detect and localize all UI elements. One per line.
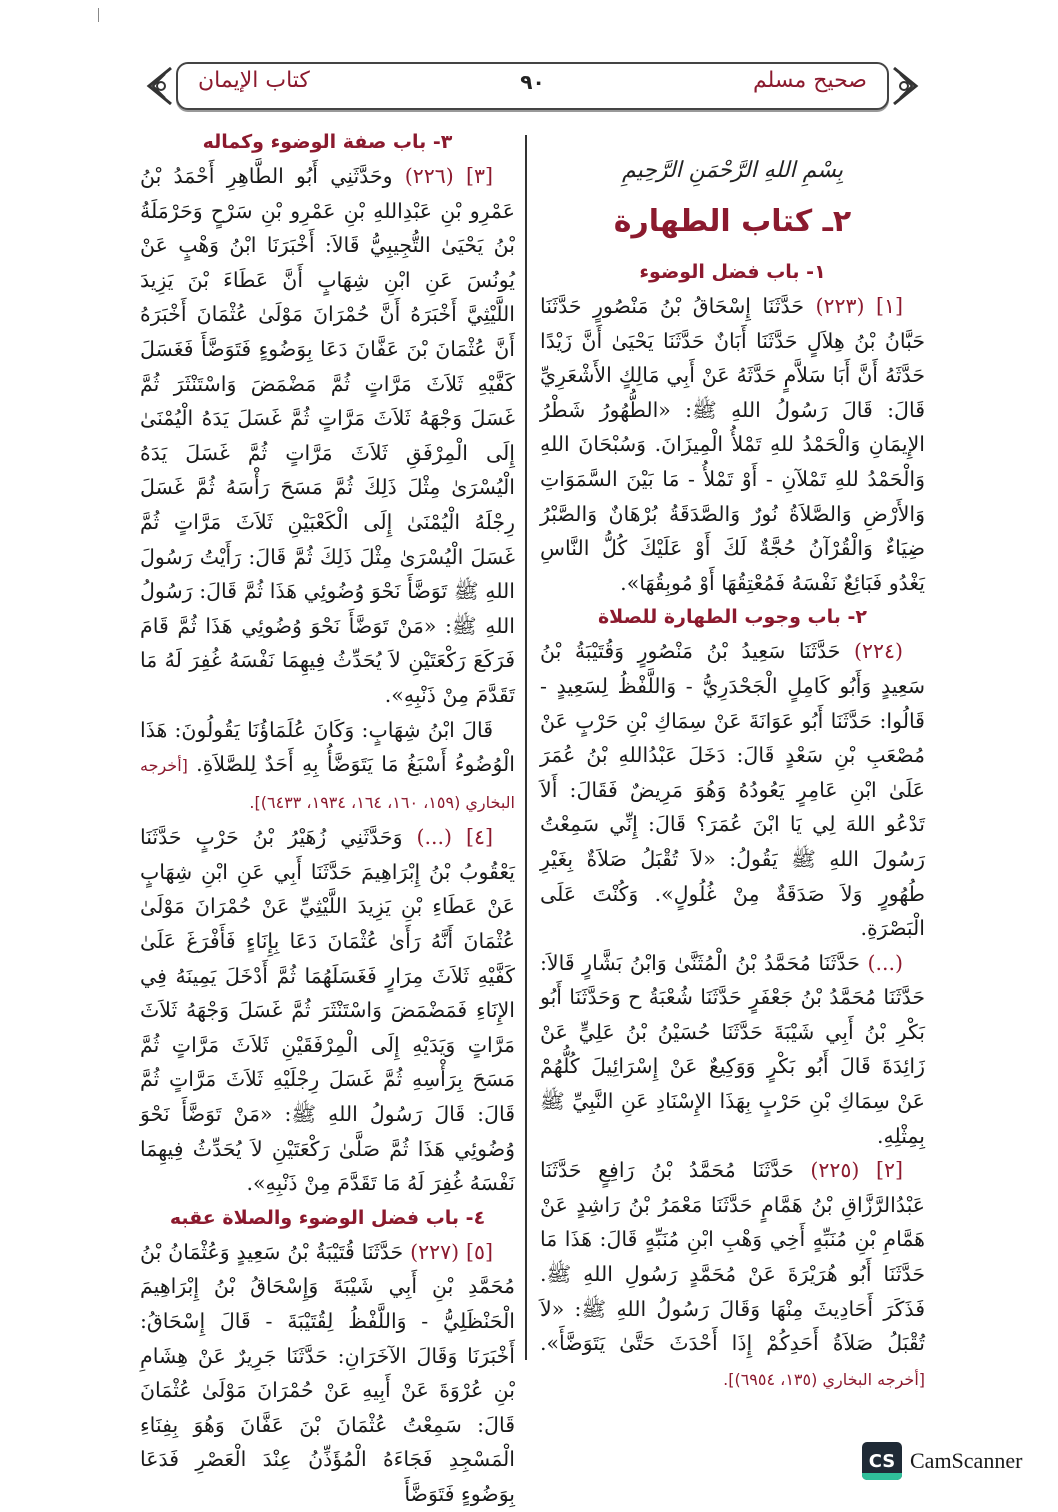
- section-title: ٢- باب وجوب الطهارة للصلاة: [597, 606, 868, 629]
- app-name: CamScanner: [910, 1448, 1023, 1473]
- hadith-ref: [٥] (٢٢٧): [410, 1239, 493, 1264]
- hadith-ref: [١] (٢٢٣): [815, 294, 903, 318]
- hadith-ref: (...): [867, 950, 903, 975]
- takhrij-note: [أخرجه البخاري (١٥٩، ١٦٠، ١٦٤، ١٩٣٤، ٦٤٣٣)].: [140, 756, 515, 812]
- hadith-text: وحَدَّثَنِي أَبُو الطَّاهِرِ أَحْمَدُ بْنُ عَمْرِو بْنِ عَبْدِاللهِ بْنِ عَمْرِو بْنِ سَرْحٍ وَحَرْمَلَةُ بْنُ يَحْيَىٰ التُّجِيبِيُّ قَالاَ: أَخْبَرَنَا ابْنُ وَهْبٍ عَنْ يُونُسَ عَنِ ابْنِ شِهَابٍ أَنَّ عَطَاءَ بْنَ يَزِيدَ اللَّيْثِيَّ أَخْبَرَهُ أَنَّ حُمْرَانَ مَوْلَىٰ عُثْمَانَ أَخْبَرَهُ أَنَّ عُثْمَانَ بْنَ عَفَّانَ دَعَا بِوَضُوءٍ فَتَوَضَّأَ فَغَسَلَ كَفَّيْهِ ثَلاَثَ مَرَّاتٍ ثُمَّ مَضْمَضَ وَاسْتَنْثَرَ ثُمَّ غَسَلَ وَجْهَهُ ثَلاَثَ مَرَّاتٍ ثُمَّ غَسَلَ يَدَهُ الْيُمْنَىٰ إِلَى الْمِرْفَقِ ثَلاَثَ مَرَّاتٍ ثُمَّ غَسَلَ يَدَهُ الْيُسْرَىٰ مِثْلَ ذَلِكَ ثُمَّ مَسَحَ رَأْسَهُ ثُمَّ غَسَلَ رِجْلَهُ الْيُمْنَىٰ إِلَى الْكَعْبَيْنِ ثَلاَثَ مَرَّاتٍ ثُمَّ غَسَلَ الْيُسْرَىٰ مِثْلَ ذَلِكَ ثُمَّ قَالَ: رَأَيْتُ رَسُولَ اللهِ ﷺ تَوَضَّأَ نَحْوَ وُضُوئِي هَذَا ثُمَّ قَالَ: رَسُولُ اللهِ ﷺ: «مَنْ تَوَضَّأَ نَحْوَ وُضُوئِي هَذَا ثُمَّ قَامَ فَرَكَعَ رَكْعَتَيْنِ لاَ يُحَدِّثُ فِيهِمَا نَفْسَهُ غُفِرَ لَهُ مَا تَقَدَّمَ مِنْ ذَنْبِهِ».: [140, 164, 515, 707]
- column-divider: [525, 135, 527, 1360]
- book-name: صحيح مسلم: [752, 68, 867, 93]
- floral-ornament-icon: [140, 64, 176, 108]
- section-title: ٤- باب فضل الوضوء والصلاة عقبه: [169, 1206, 486, 1229]
- hadith-paragraph: [140, 820, 515, 1201]
- hadith-text: حَدَّثَنَا إِسْحَاقُ بْنُ مَنْصُورٍ حَدَّثَنَا حَبَّانُ بْنُ هِلاَلٍ حَدَّثَنَا أَبَانٌ حَدَّثَنَا يَحْيَىٰ أَنَّ زَيْدًا حَدَّثَهُ أَنَّ أَبَا سَلاَّمٍ حَدَّثَهُ عَنْ أَبِي مَالِكٍ الأَشْعَرِيِّ قَالَ: قَالَ رَسُولُ اللهِ ﷺ: «الطُّهُورُ شَطْرُ الإِيمَانِ وَالْحَمْدُ للهِ تَمْلأُ الْمِيزَانَ. وَسُبْحَانَ اللهِ وَالْحَمْدُ للهِ تَمْلآنِ - أَوْ تَمْلأُ - مَا بَيْنَ السَّمَوَاتِ وَالأَرْضِ وَالصَّلاَةُ نُورٌ وَالصَّدَقَةُ بُرْهَانٌ وَالصَّبْرُ ضِيَاءٌ وَالْقُرْآنُ حُجَّةٌ لَكَ أَوْ عَلَيْكَ كُلُّ النَّاسِ يَغْدُو فَبَائِعٌ نَفْسَهُ فَمُعْتِقُهَا أَوْ مُوبِقُهَا».: [540, 294, 925, 595]
- hadith-text: حَدَّثَنَا سَعِيدُ بْنُ مَنْصُورٍ وَقُتَيْبَةُ بْنُ سَعِيدٍ وَأَبُو كَامِلٍ الْجَحْدَرِيُّ - وَاللَّفْظُ لِسَعِيدٍ - قَالُوا: حَدَّثَنَا أَبُو عَوَانَةَ عَنْ سِمَاكِ بْنِ حَرْبٍ عَنْ مُصْعَبِ بْنِ سَعْدٍ قَالَ: دَخَلَ عَبْدُاللهِ بْنُ عُمَرَ عَلَىٰ ابْنِ عَامِرٍ يَعُودُهُ وَهُوَ مَرِيضٌ فَقَالَ: أَلاَ تَدْعُو اللهَ لِي يَا ابْنَ عُمَرَ؟ قَالَ: إِنِّي سَمِعْتُ رَسُولَ اللهِ ﷺ يَقُولُ: «لاَ تُقْبَلُ صَلاَةٌ بِغَيْرِ طُهُورٍ وَلاَ صَدَقَةٌ مِنْ غُلُولٍ». وَكُنْتَ عَلَى الْبَصْرَةِ.: [540, 639, 925, 941]
- hadith-ref: [٤] (...): [416, 825, 493, 850]
- page-header: [140, 58, 925, 114]
- hadith-note: [140, 713, 515, 821]
- hadith-ref: [٢] (٢٢٥): [810, 1158, 903, 1183]
- scan-mark: [98, 8, 99, 22]
- hadith-text: وَحَدَّثَنِي زُهَيْرُ بْنُ حَرْبٍ حَدَّثَنَا يَعْقُوبُ بْنُ إِبْرَاهِيمَ حَدَّثَنَا أَبِي عَنِ ابْنِ شِهَابٍ عَنْ عَطَاءِ بْنِ يَزِيدَ اللَّيْثِيِّ عَنْ حُمْرَانَ مَوْلَىٰ عُثْمَانَ أَنَّهُ رَأَىٰ عُثْمَانَ دَعَا بِإِنَاءٍ فَأَفْرَغَ عَلَىٰ كَفَّيْهِ ثَلاَثَ مِرَارٍ فَغَسَلَهُمَا ثُمَّ أَدْخَلَ يَمِينَهُ فِي الإِنَاءِ فَمَضْمَضَ وَاسْتَنْثَرَ ثُمَّ غَسَلَ وَجْهَهُ ثَلاَثَ مَرَّاتٍ وَيَدَيْهِ إِلَى الْمِرْفَقَيْنِ ثَلاَثَ مَرَّاتٍ ثُمَّ مَسَحَ بِرَأْسِهِ ثُمَّ غَسَلَ رِجْلَيْهِ ثَلاَثَ مَرَّاتٍ ثُمَّ قَالَ: قَالَ رَسُولُ اللهِ ﷺ: «مَنْ تَوَضَّأَ نَحْوَ وُضُوئِي هَذَا ثُمَّ صَلَّىٰ رَكْعَتَيْنِ لاَ يُحَدِّثُ فِيهِمَا نَفْسَهُ غُفِرَ لَهُ مَا تَقَدَّمَ مِنْ ذَنْبِهِ».: [140, 825, 515, 1196]
- chapter-name: كتاب الإيمان: [198, 68, 310, 93]
- hadith-text: حَدَّثَنَا مُحَمَّدُ بْنُ رَافِعٍ حَدَّثَنَا عَبْدُالرَّزَّاقِ بْنُ هَمَّامٍ حَدَّثَنَا مَعْمَرُ بْنُ رَاشِدٍ عَنْ هَمَّامِ بْنِ مُنَبِّهٍ أَخِي وَهْبِ ابْنِ مُنَبِّهٍ قَالَ: هَذَا مَا حَدَّثَنَا أَبُو هُرَيْرَةَ عَنْ مُحَمَّدٍ رَسُولِ اللهِ ﷺ. فَذَكَرَ أَحَادِيثَ مِنْهَا وَقَالَ رَسُولُ اللهِ ﷺ: «لاَ تُقْبَلُ صَلاَةُ أَحَدِكُمْ إِذَا أَحْدَثَ حَتَّىٰ يَتَوَضَّأَ».: [540, 1158, 925, 1356]
- hadith-paragraph: [540, 1153, 925, 1397]
- hadith-paragraph: [540, 634, 925, 945]
- takhrij-note: [أخرجه البخاري (١٣٥، ٦٩٥٤)].: [723, 1369, 925, 1389]
- left-column: [140, 125, 515, 1512]
- hadith-text: حَدَّثَنَا قُتَيْبَةُ بْنُ سَعِيدٍ وَعُثْمَانُ بْنُ مُحَمَّدِ بْنِ أَبِي شَيْبَةَ وَإِسْحَاقُ بْنُ إِبْرَاهِيمَ الْحَنْظَلِيُّ - وَاللَّفْظُ لِقُتَيْبَةَ - قَالَ إِسْحَاقُ: أَخْبَرَنَا وَقَالَ الآخَرَانِ: حَدَّثَنَا جَرِيرٌ عَنْ هِشَامِ بْنِ عُرْوَةَ عَنْ أَبِيهِ عَنْ حُمْرَانَ مَوْلَىٰ عُثْمَانَ قَالَ: سَمِعْتُ عُثْمَانَ بْنَ عَفَّانَ وَهُوَ بِفِنَاءِ الْمَسْجِدِ فَجَاءَهُ الْمُؤَذِّنُ عِنْدَ الْعَصْرِ فَدَعَا بِوَضُوءٍ فَتَوَضَّأَ: [140, 1239, 515, 1506]
- basmala: بِسْمِ اللهِ الرَّحْمَنِ الرَّحِيمِ: [621, 158, 844, 183]
- logo-text: CS: [868, 1450, 896, 1472]
- section-title: ١- باب فضل الوضوء: [639, 261, 826, 283]
- hadith-ref: [٣] (٢٢٦): [404, 164, 493, 188]
- hadith-text: حَدَّثَنَا مُحَمَّدُ بْنُ الْمُثَنَّىٰ وَابْنُ بَشَّارٍ قَالاَ: حَدَّثَنَا مُحَمَّدُ بْنُ جَعْفَرٍ حَدَّثَنَا شُعْبَةُ ح وَحَدَّثَنَا أَبُو بَكْرِ بْنُ أَبِي شَيْبَةَ حَدَّثَنَا حُسَيْنُ بْنُ عَلِيٍّ عَنْ زَائِدَةَ قَالَ أَبُو بَكْرٍ وَوَكِيعٌ عَنْ إِسْرَائِيلَ كُلُّهُمْ عَنْ سِمَاكِ بْنِ حَرْبٍ بِهَذَا الإِسْنَادِ عَنِ النَّبِيِّ ﷺ بِمِثْلِهِ.: [540, 950, 925, 1148]
- hadith-paragraph: [540, 289, 925, 600]
- hadith-paragraph: [540, 946, 925, 1154]
- right-column: [540, 125, 925, 1397]
- hadith-paragraph: [140, 1235, 515, 1512]
- page-number: ٩٠: [520, 70, 545, 94]
- camscanner-logo-icon: [862, 1442, 902, 1480]
- floral-ornament-icon: [889, 64, 925, 108]
- camscanner-watermark: [862, 1440, 1022, 1482]
- hadith-paragraph: [140, 159, 515, 713]
- book-title: ٢ـ كتاب الطهارة: [613, 204, 852, 239]
- hadith-ref: (٢٢٤): [853, 639, 903, 664]
- note-text: قَالَ ابْنُ شِهَابٍ: وَكَانَ عُلَمَاؤُنَا يَقُولُونَ: هَذَا الْوُضُوءُ أَسْبَغُ مَا يَتَوَضَّأُ بِهِ أَحَدٌ لِلصَّلاَةِ.: [140, 717, 515, 777]
- section-title: ٣- باب صفة الوضوء وكماله: [202, 131, 453, 153]
